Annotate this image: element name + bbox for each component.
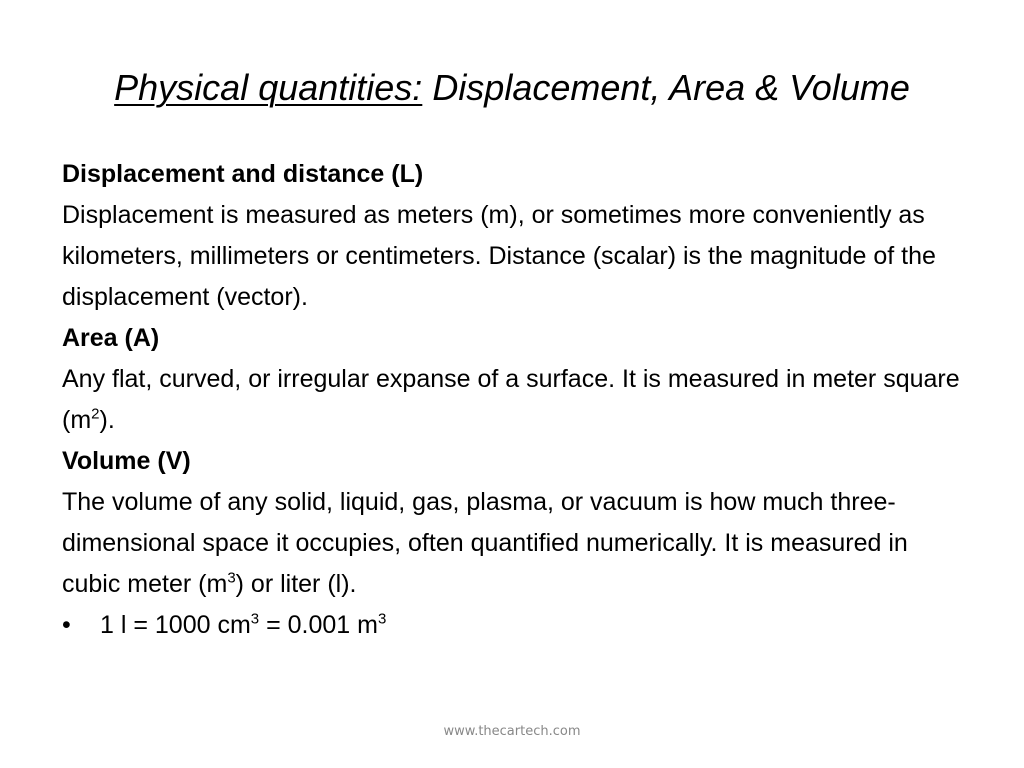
- body-area-end: ).: [99, 406, 115, 434]
- slide-title-underlined: Physical quantities:: [114, 67, 423, 108]
- volume-exponent: 3: [227, 569, 236, 587]
- bullet-exponent-1: 3: [250, 610, 260, 628]
- heading-displacement: Displacement and distance (L): [62, 160, 424, 188]
- body-volume: [62, 482, 962, 605]
- bullet-part2: = 0.001 m: [259, 611, 378, 639]
- area-exponent: 2: [91, 405, 100, 423]
- heading-volume: Volume (V): [62, 447, 191, 475]
- bullet-marker-icon: •: [62, 611, 71, 639]
- bullet-item-conversion: [62, 605, 962, 646]
- bullet-text: [100, 605, 386, 646]
- body-volume-end: ) or liter (l).: [235, 570, 357, 598]
- slide-content: [62, 154, 962, 646]
- heading-area: Area (A): [62, 324, 160, 352]
- body-volume-text: The volume of any solid, liquid, gas, plasma, or vacuum is how much three-dimensional space it occupies, often quantified numerically. It is measured in cubic meter (m: [62, 488, 908, 598]
- bullet-part1: 1 l = 1000 cm: [100, 611, 251, 639]
- body-area: [62, 359, 962, 441]
- body-area-text: Any flat, curved, or irregular expanse of a surface. It is measured in meter square (m: [62, 365, 960, 434]
- body-displacement: Displacement is measured as meters (m), or sometimes more conveniently as kilometers, millimeters or centimeters. Distance (scalar) is the magnitude of the displacement (vector).: [62, 201, 936, 311]
- slide-title-rest: Displacement, Area & Volume: [422, 67, 910, 108]
- footer-url: www.thecartech.com: [443, 724, 581, 739]
- bullet-exponent-2: 3: [377, 610, 387, 628]
- slide-title: [0, 66, 1024, 110]
